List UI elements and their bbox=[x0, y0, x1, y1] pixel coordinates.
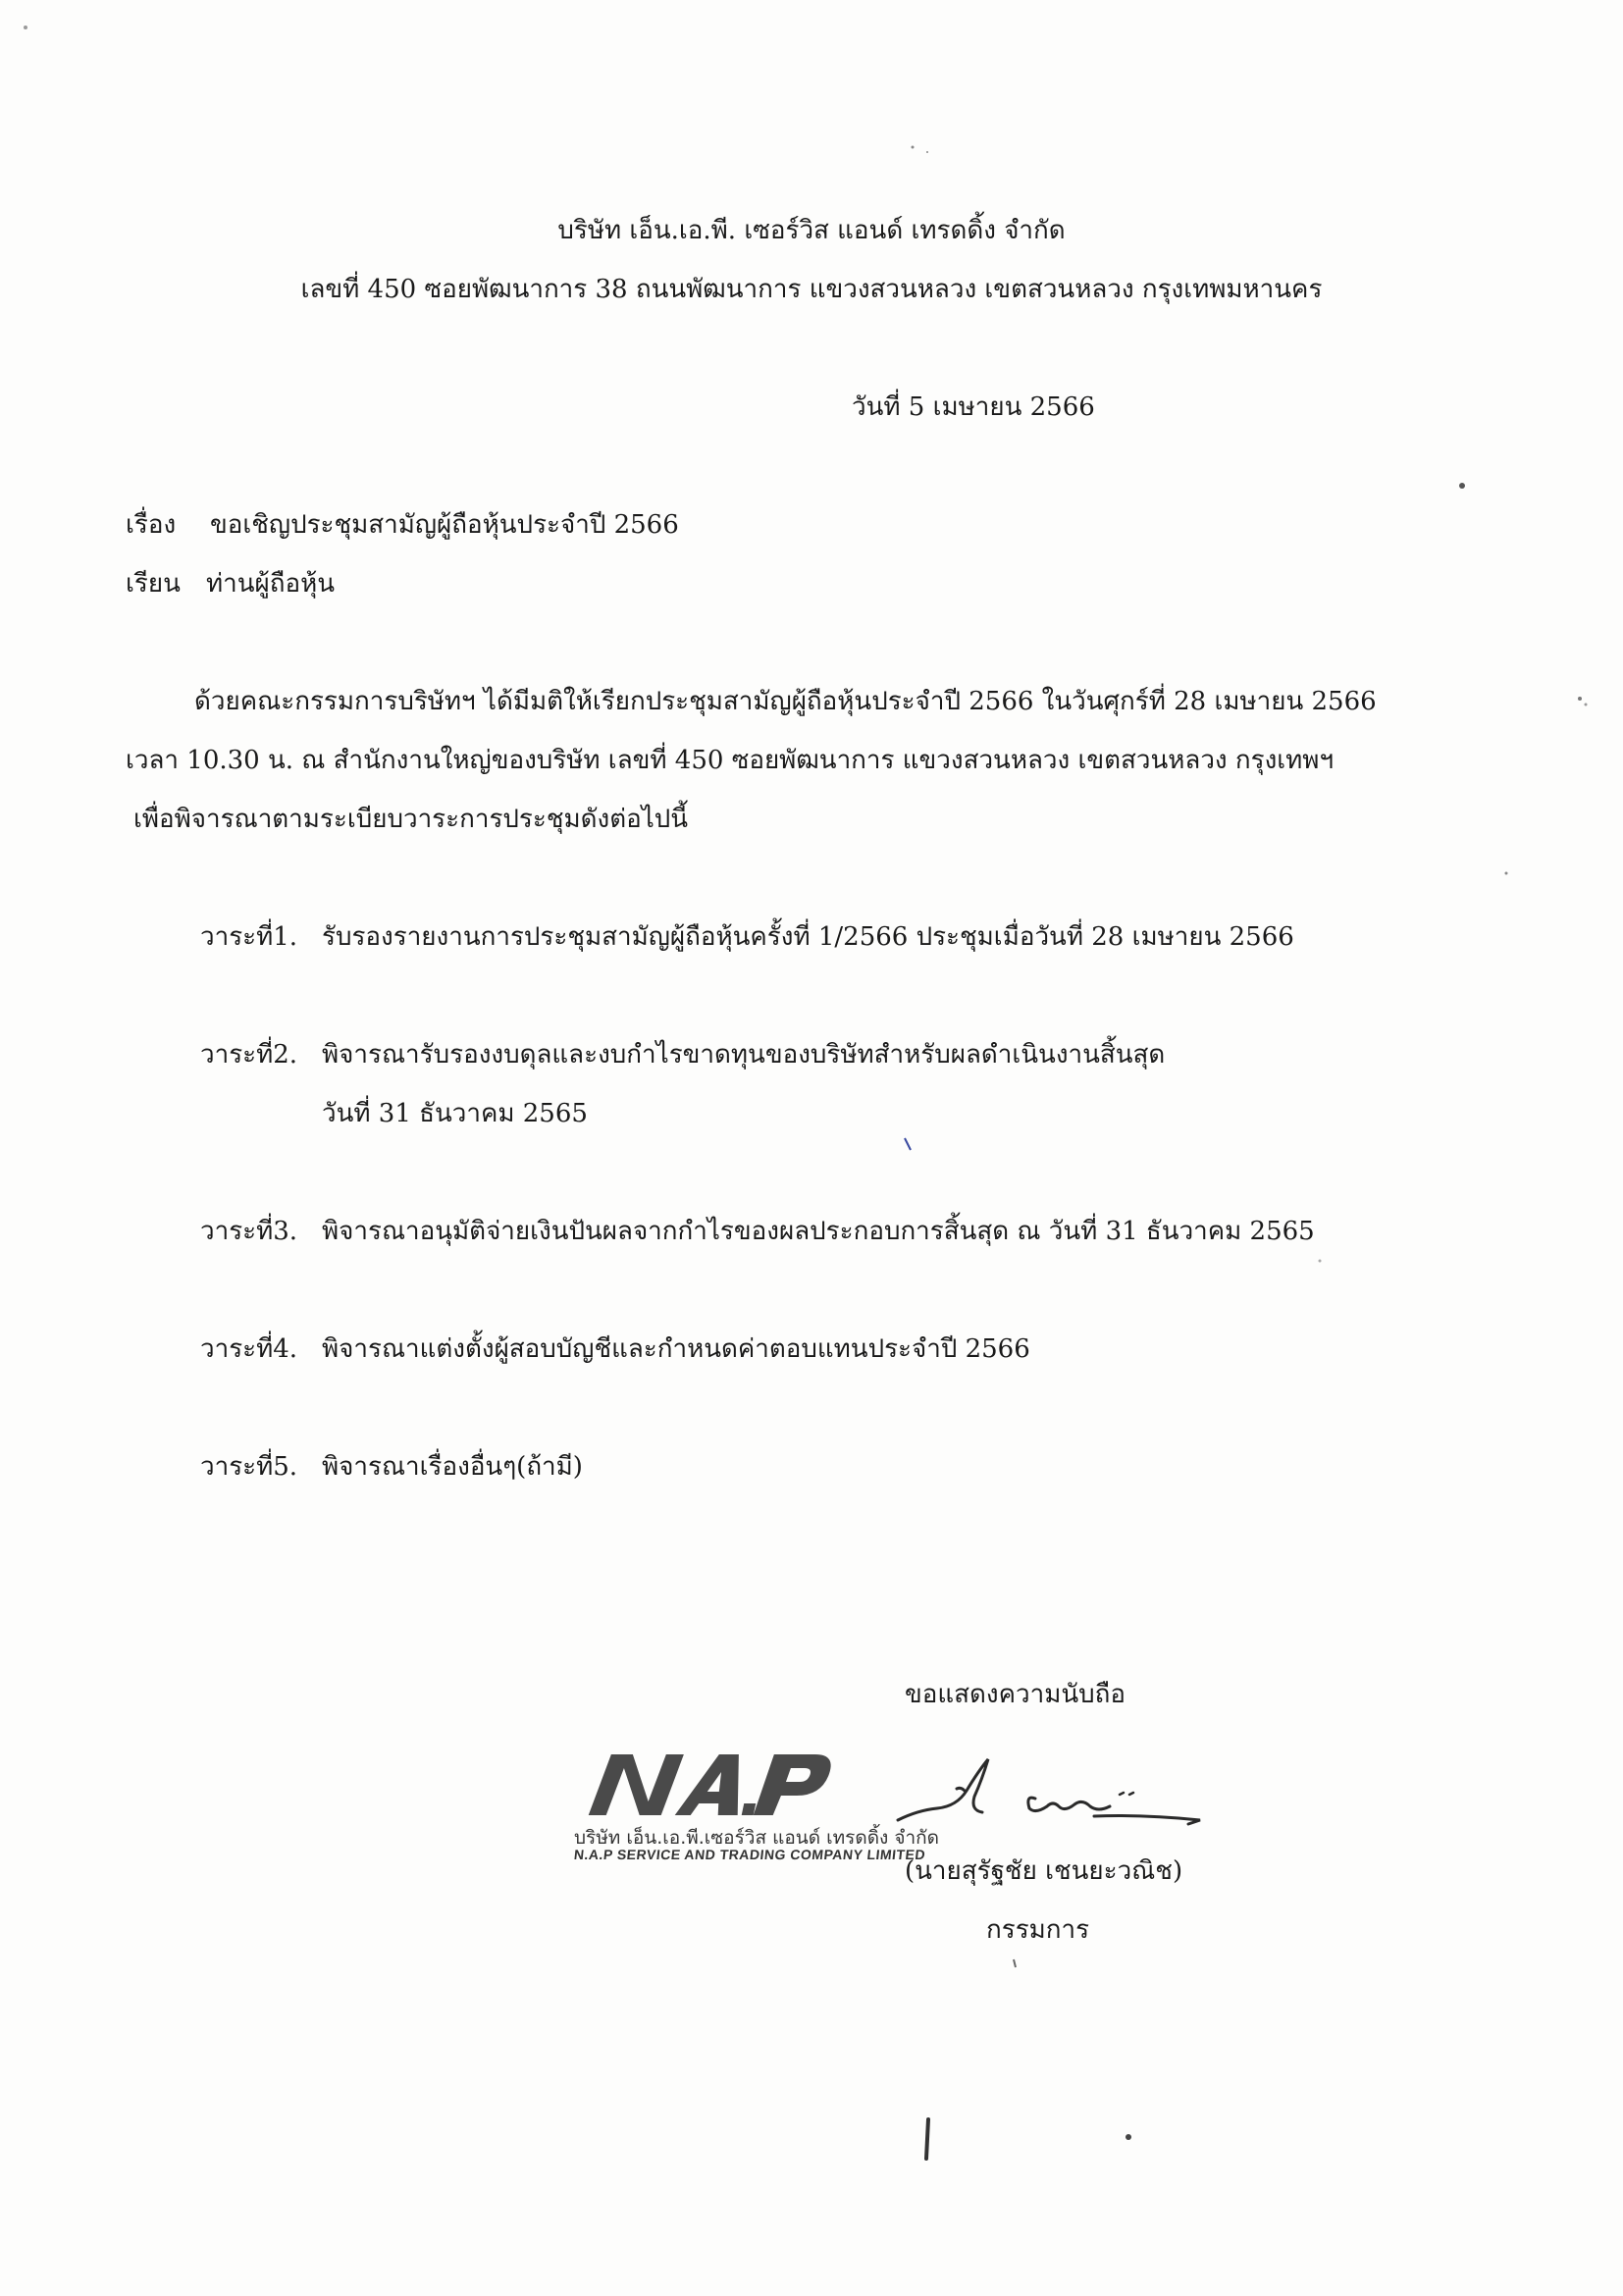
signer-name: (นายสุรัฐชัย เชนยะวณิช) bbox=[905, 1856, 1183, 1886]
signer-title: กรรมการ bbox=[986, 1915, 1090, 1945]
body-line-2: เวลา 10.30 น. ณ สำนักงานใหญ่ของบริษัท เลขที่ 450 ซอยพัฒนาการ แขวงสวนหลวง เขตสวนหลวง กรุงเทพฯ bbox=[126, 746, 1335, 775]
agenda-item-2-label: วาระที่2. bbox=[200, 1040, 298, 1070]
agenda-item-1-label: วาระที่1. bbox=[200, 922, 298, 952]
subject-label: เรื่อง bbox=[126, 510, 177, 540]
agenda-item-3-text: พิจารณาอนุมัติจ่ายเงินปันผลจากกำไรของผลประกอบการสิ้นสุด ณ วันที่ 31 ธันวาคม 2565 bbox=[322, 1217, 1315, 1246]
closing-salutation: ขอแสดงความนับถือ bbox=[905, 1680, 1126, 1709]
agenda-item-4-text: พิจารณาแต่งตั้งผู้สอบบัญชีและกำหนดค่าตอบแทนประจำปี 2566 bbox=[322, 1334, 1030, 1364]
signature-icon bbox=[888, 1751, 1222, 1840]
agenda-item-5-text: พิจารณาเรื่องอื่นๆ(ถ้ามี) bbox=[322, 1452, 583, 1482]
stamp-company-thai: บริษัท เอ็น.เอ.พี.เซอร์วิส แอนด์ เทรดดิ้ง จำกัด bbox=[574, 1827, 939, 1849]
company-name: บริษัท เอ็น.เอ.พี. เซอร์วิส แอนด์ เทรดดิ้ง จำกัด bbox=[557, 216, 1066, 245]
agenda-item-5-label: วาระที่5. bbox=[200, 1452, 298, 1482]
body-line-1: ด้วยคณะกรรมการบริษัทฯ ได้มีมติให้เรียกประชุมสามัญผู้ถือหุ้นประจำปี 2566 ในวันศุกร์ที่ 28 เมษายน 2566 bbox=[194, 687, 1377, 716]
recipient-text: ท่านผู้ถือหุ้น bbox=[206, 569, 336, 599]
agenda-item-4-label: วาระที่4. bbox=[200, 1334, 298, 1364]
letter-date: วันที่ 5 เมษายน 2566 bbox=[852, 392, 1095, 422]
agenda-item-3-label: วาระที่3. bbox=[200, 1217, 298, 1246]
agenda-item-2-text-cont: วันที่ 31 ธันวาคม 2565 bbox=[322, 1099, 588, 1128]
company-address: เลขที่ 450 ซอยพัฒนาการ 38 ถนนพัฒนาการ แขวงสวนหลวง เขตสวนหลวง กรุงเทพมหานคร bbox=[300, 275, 1323, 304]
agenda-item-2-text: พิจารณารับรองงบดุลและงบกำไรขาดทุนของบริษัทสำหรับผลดำเนินงานสิ้นสุด bbox=[322, 1040, 1166, 1070]
recipient-label: เรียน bbox=[126, 569, 181, 599]
body-line-3: เพื่อพิจารณาตามระเบียบวาระการประชุมดังต่อไปนี้ bbox=[133, 805, 689, 834]
stamp-company-english: N.A.P SERVICE AND TRADING COMPANY LIMITED bbox=[573, 1847, 926, 1862]
subject-text: ขอเชิญประชุมสามัญผู้ถือหุ้นประจำปี 2566 bbox=[210, 510, 679, 540]
agenda-item-1-text: รับรองรายงานการประชุมสามัญผู้ถือหุ้นครั้งที่ 1/2566 ประชุมเมื่อวันที่ 28 เมษายน 2566 bbox=[322, 922, 1294, 952]
